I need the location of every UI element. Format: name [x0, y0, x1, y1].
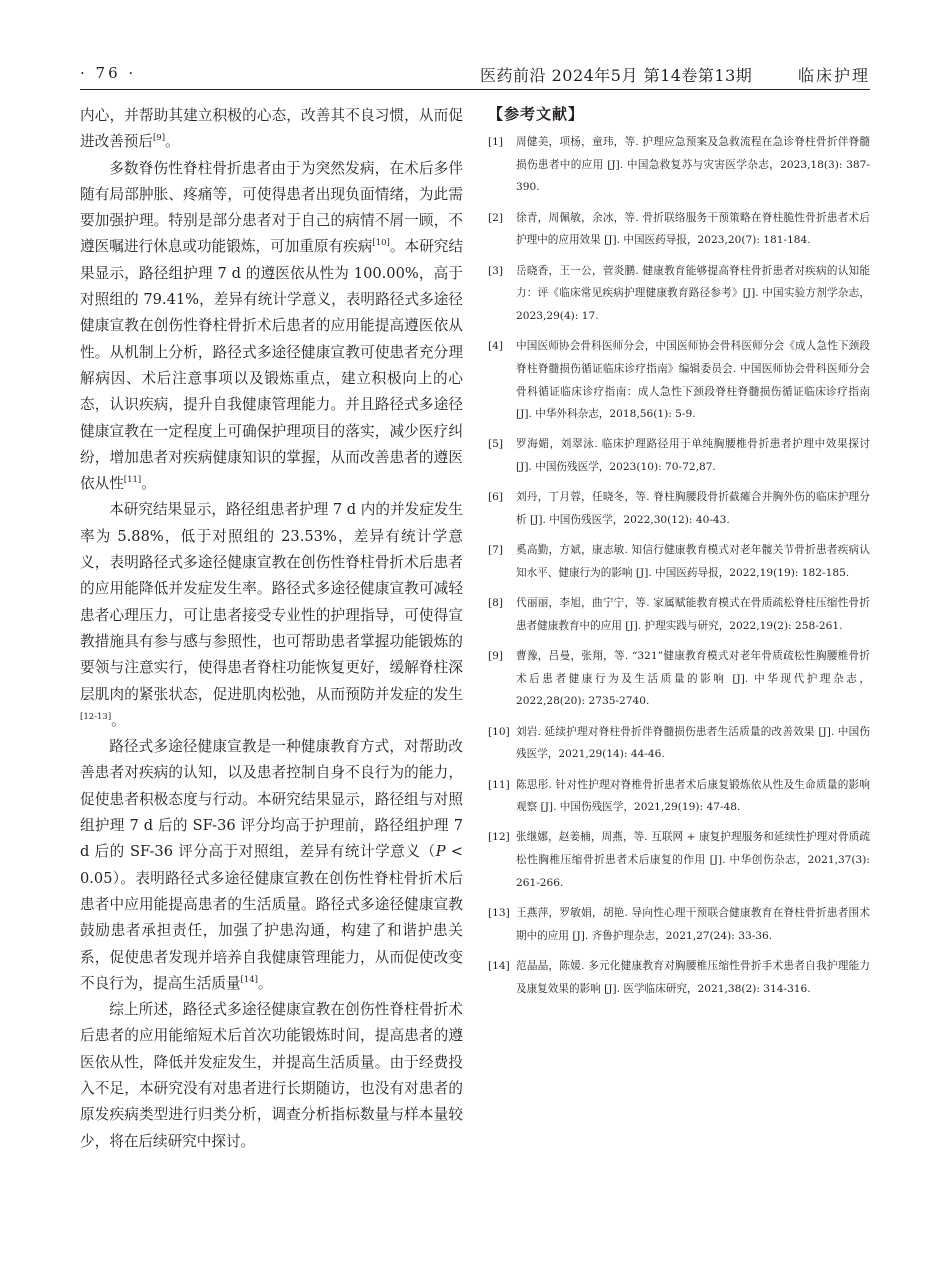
- reference-text: 王燕萍，罗敏娟，胡艳. 导向性心理干预联合健康教育在脊柱骨折患者围术期中的应用 [J]. 齐鲁护理杂志，2021,27(24): 33-36.: [516, 907, 870, 942]
- reference-item: [488, 592, 870, 637]
- citation: [9]: [152, 133, 166, 144]
- reference-number: [14]: [488, 960, 510, 972]
- reference-list: [488, 131, 870, 1000]
- reference-number: [1]: [488, 136, 504, 148]
- reference-number: [3]: [488, 264, 504, 277]
- header-rule: [80, 89, 870, 90]
- reference-number: [2]: [488, 211, 504, 224]
- references-heading: 【参考文献】: [488, 105, 585, 123]
- reference-item: [488, 207, 870, 252]
- reference-text: 罗海媚，刘翠泳. 临床护理路径用于单纯胸腰椎骨折患者护理中效果探讨 [J]. 中国伤残医学，2023(10): 70-72,87.: [516, 438, 870, 474]
- journal-info: 医药前沿 2024年5月 第14卷第13期: [480, 66, 753, 85]
- reference-text: 曹豫，吕曼，张翔，等. “321”健康教育模式对老年骨质疏松性胸腰椎骨折术后患者健康行为及生活质量的影响 [J]. 中华现代护理杂志，2022,28(20): 2735-2740.: [516, 650, 870, 708]
- reference-text: 陈思彤. 针对性护理对脊椎骨折患者术后康复锻炼依从性及生命质量的影响观察 [J]. 中国伤残医学，2021,29(19): 47-48.: [516, 778, 870, 814]
- reference-item: [488, 260, 870, 328]
- paragraph: 本研究结果显示，路径组患者护理 7 d 内的并发症发生率为 5.88%，低于对照组的 23.53%，差异有统计学意义，表明路径式多途径健康宣教在创伤性脊柱骨折术后患者的应用能降低并发症发生率。路径式多途径健康宣教可减轻患者心理压力，可让患者接受专业性的护理指导，可使得宣教措施具有参与感与参照性，也可帮助患者掌握功能锻炼的要领与注意实行，使得患者脊柱功能恢复更好，缓解脊柱深层肌肉的紧张状态，促进肌肉松弛，从而预防并发症的发生[12-13]。: [80, 501, 463, 729]
- reference-item: [488, 826, 870, 894]
- reference-text: 代丽丽，李旭，曲宁宁，等. 家属赋能教育模式在骨质疏松脊柱压缩性骨折患者健康教育中的应用 [J]. 护理实践与研究，2022,19(2): 258-261.: [516, 597, 870, 632]
- reference-number: [6]: [488, 491, 504, 504]
- reference-number: [12]: [488, 831, 510, 844]
- citation: [11]: [123, 475, 142, 486]
- reference-item: [488, 486, 870, 531]
- reference-number: [7]: [488, 544, 504, 557]
- reference-text: 中国医师协会骨科医师分会，中国医师协会骨科医师分会《成人急性下颈段脊柱脊髓损伤循证临床诊疗指南》编辑委员会. 中国医师协会骨科医师分会骨科循证临床诊疗指南：成人急性下颈段脊柱脊髓损伤循证临床诊疗指南 [J]. 中华外科杂志，2018,56(1): 5-9.: [516, 340, 870, 421]
- citation: [12-13]: [80, 711, 112, 722]
- reference-text: 徐青，周佩敏，余冰，等. 骨折联络服务干预策略在脊柱脆性骨折患者术后护理中的应用效果 [J]. 中国医药导报，2023,20(7): 181-184.: [516, 211, 870, 247]
- reference-number: [4]: [488, 340, 504, 353]
- references-section: [488, 103, 870, 1008]
- reference-item: [488, 902, 870, 947]
- reference-item: [488, 645, 870, 713]
- reference-text: 张继娜，赵姜楠，周燕，等. 互联网 + 康复护理服务和延续性护理对骨质疏松性胸椎压缩骨折患者术后康复的作用 [J]. 中华创伤杂志，2021,37(3): 261-266.: [516, 831, 870, 889]
- paragraph: 多数脊伤性脊柱骨折患者由于为突然发病，在术后多伴随有局部肿胀、疼痛等，可使得患者出现负面情绪，为此需要加强护理。特别是部分患者对于自己的病情不屑一顾，不遵医嘱进行休息或功能锻炼，可加重原有疾病[10]。本研究结果显示，路径组护理 7 d 的遵医依从性为 100.00%，高于对照组的 79.41%，差异有统计学意义，表明路径式多途径健康宣教在创伤性脊柱骨折术后患者的应用能提高遵医依从性。从机制上分析，路径式多途径健康宣教可使患者充分理解病因、术后注意事项以及锻炼重点，建立积极向上的心态，认识疾病，提升自我健康管理能力。并且路径式多途径健康宣教在一定程度上可确保护理项目的落实，减少医疗纠纷，增加患者对疾病健康知识的掌握，从而改善患者的遵医依从性[11]。: [80, 159, 463, 493]
- reference-item: [488, 955, 870, 1000]
- reference-text: 刘岩. 延续护理对脊柱骨折伴脊髓损伤患者生活质量的改善效果 [J]. 中国伤残医学，2021,29(14): 44-46.: [516, 725, 870, 761]
- citation: [14]: [240, 974, 258, 985]
- reference-item: [488, 774, 870, 819]
- reference-text: 岳晓香，王一公，菅炎鹏. 健康教育能够提高脊柱骨折患者对疾病的认知能力：评《临床常见疾病护理健康教育路径参考》[J]. 中国实验方剂学杂志，2023,29(4): 17.: [516, 264, 870, 322]
- page-number: · 76 ·: [80, 64, 137, 82]
- reference-text: 周健美，项杨，童玮，等. 护理应急预案及急救流程在急诊脊柱骨折伴脊髓损伤患者中的应用 [J]. 中国急救复苏与灾害医学杂志，2023,18(3): 387-390.: [516, 136, 870, 194]
- reference-item: [488, 721, 870, 766]
- page-header: [80, 60, 870, 88]
- reference-item: [488, 433, 870, 478]
- reference-text: 范晶晶，陈媛. 多元化健康教育对胸腰椎压缩性骨折手术患者自我护理能力及康复效果的影响 [J]. 医学临床研究，2021,38(2): 314-316.: [516, 960, 870, 995]
- reference-text: 奚高勤，方斌，康志敏. 知信行健康教育模式对老年髋关节骨折患者疾病认知水平、健康行为的影响 [J]. 中国医药导报，2022,19(19): 182-185.: [516, 544, 870, 579]
- p-value-symbol: P: [435, 843, 446, 861]
- citation: [10]: [372, 238, 390, 249]
- section-title: 临床护理: [797, 66, 870, 85]
- reference-item: [488, 335, 870, 426]
- reference-number: [10]: [488, 725, 510, 738]
- reference-text: 刘丹，丁月蓉，任晓冬，等. 脊柱胸腰段骨折截瘫合并胸外伤的临床护理分析 [J]. 中国伤残医学，2022,30(12): 40-43.: [516, 491, 870, 527]
- body-text-column: [80, 103, 463, 1155]
- paragraph: 内心，并帮助其建立积极的心态，改善其不良习惯，从而促进改善预后[9]。: [80, 107, 463, 151]
- reference-number: [11]: [488, 778, 510, 791]
- reference-number: [5]: [488, 438, 504, 451]
- reference-number: [13]: [488, 907, 510, 920]
- reference-item: [488, 539, 870, 584]
- reference-number: [8]: [488, 597, 504, 610]
- paragraph: 路径式多途径健康宣教是一种健康教育方式，对帮助改善患者对疾病的认知，以及患者控制自身不良行为的能力，促使患者积极态度与行动。本研究结果显示，路径组与对照组护理 7 d 后的 SF-36 评分均高于护理前，路径组护理 7 d 后的 SF-36 评分高于对照组，差异有统计学意义（P < 0.05）。表明路径式多途径健康宣教在创伤性脊柱骨折术后患者中应用能提高患者的生活质量。路径式多途径健康宣教鼓励患者承担责任，加强了护患沟通，构建了和谐护患关系，促使患者发现并培养自我健康管理能力，从而促使改变不良行为，提高生活质量[14]。: [80, 738, 464, 992]
- reference-number: [9]: [488, 650, 504, 663]
- reference-item: [488, 131, 870, 199]
- paragraph: 综上所述，路径式多途径健康宣教在创伤性脊柱骨折术后患者的应用能缩短术后首次功能锻炼时间，提高患者的遵医依从性，降低并发症发生，并提高生活质量。由于经费投入不足，本研究没有对患者进行长期随访，也没有对患者的原发疾病类型进行归类分析，调查分析指标数量与样本量较少，将在后续研究中探讨。: [80, 1001, 463, 1150]
